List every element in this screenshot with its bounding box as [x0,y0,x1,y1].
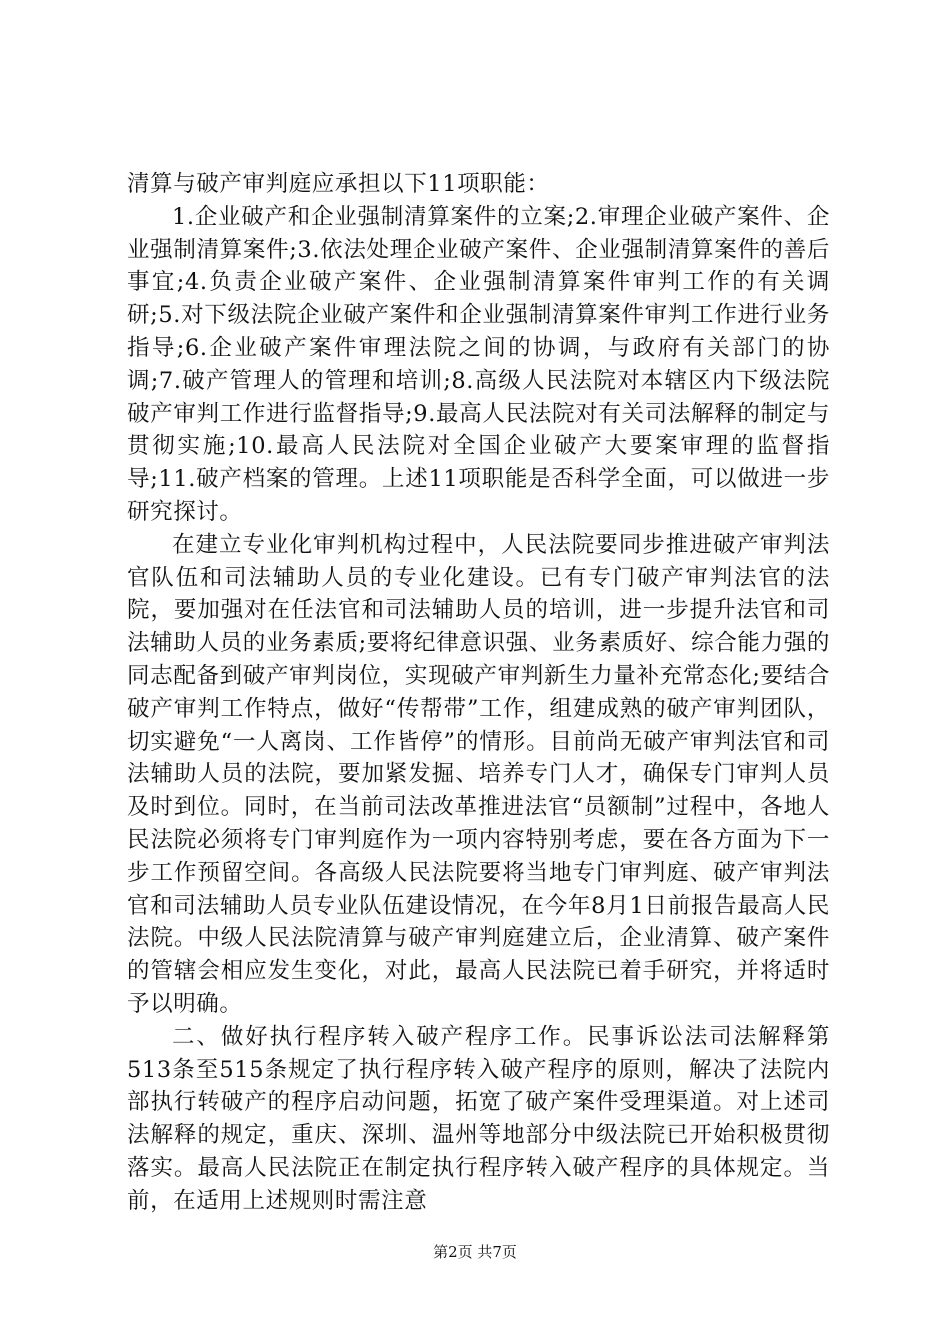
paragraph-continuation: 清算与破产审判庭应承担以下11项职能： [127,171,550,197]
paragraph-specialization: 在建立专业化审判机构过程中，人民法院要同步推进破产审判法官队伍和司法辅助人员的专业化建设。已有专门破产审判法官的法院，要加强对在任法官和司法辅助人员的培训，进一步提升法官和司法辅助人员的业务素质;要将纪律意识强、业务素质好、综合能力强的同志配备到破产审判岗位，实现破产审判新生力量补充常态化;要结合破产审判工作特点，做好“传帮带”工作，组建成熟的破产审判团队，切实避免“一人离岗、工作皆停”的情形。目前尚无破产审判法官和司法辅助人员的法院，要加紧发掘、培养专门人才，确保专门审判人员及时到位。同时，在当前司法改革推进法官“员额制”过程中，各地人民法院必须将专门审判庭作为一项内容特别考虑，要在各方面为下一步工作预留空间。各高级人民法院要将当地专门审判庭、破产审判法官和司法辅助人员专业队伍建设情况，在今年8月1日前报告最高人民法院。中级人民法院清算与破产审判庭建立后，企业清算、破产案件的管辖会相应发生变化，对此，最高人民法院已着手研究，并将适时予以明确。 [127,531,830,1017]
paragraph-duties-list: 1.企业破产和企业强制清算案件的立案;2.审理企业破产案件、企业强制清算案件;3.依法处理企业破产案件、企业强制清算案件的善后事宜;4.负责企业破产案件、企业强制清算案件审判工作的有关调研;5.对下级法院企业破产案件和企业强制清算案件审判工作进行业务指导;6.企业破产案件审理法院之间的协调，与政府有关部门的协调;7.破产管理人的管理和培训;8.高级人民法院对本辖区内下级法院破产审判工作进行监督指导;9.最高人民法院对有关司法解释的制定与贯彻实施;10.最高人民法院对全国企业破产大要案审理的监督指导;11.破产档案的管理。上述11项职能是否科学全面，可以做进一步研究探讨。 [127,203,830,525]
paragraph-execution-transfer: 二、做好执行程序转入破产程序工作。民事诉讼法司法解释第513条至515条规定了执行程序转入破产程序的原则，解决了法院内部执行转破产的程序启动问题，拓宽了破产案件受理渠道。对上述司法解释的规定，重庆、深圳、温州等地部分中级法院已开始积极贯彻落实。最高人民法院正在制定执行程序转入破产程序的具体规定。当前，在适用上述规则时需注意 [127,1023,830,1214]
document-body [127,168,830,1218]
page-number: 第2页 共7页 [433,1243,517,1261]
